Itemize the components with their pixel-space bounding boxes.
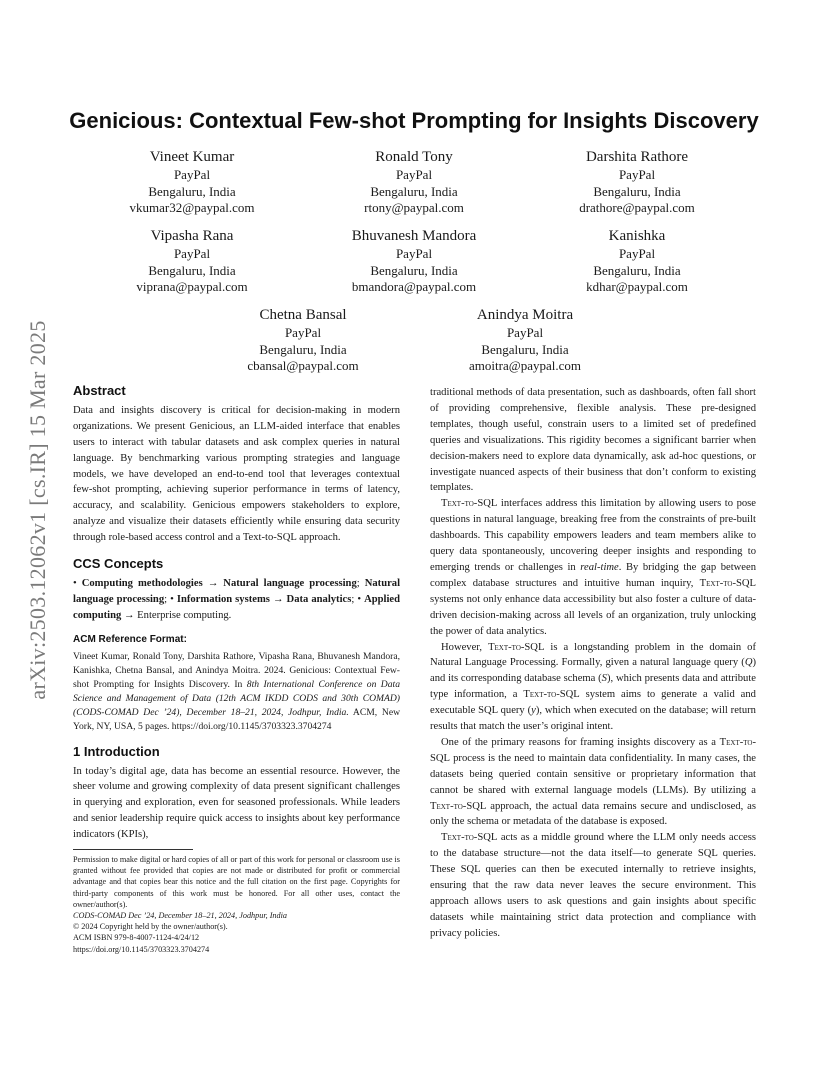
- right-column: [430, 385, 756, 942]
- ccs-item: Computing methodologies → Natural language processing: [81, 577, 357, 589]
- body-paragraph: One of the primary reasons for framing insights discovery as a Text-to-SQL process is the need to maintain data confidentiality. In many cases, the datasets being queried contain sensitive or proprietary information that cannot be shared with external language models (LLMs). By utilizing a Text-to-SQL approach, the actual data remains secure and undisclosed, as only the schema or metadata of the database is exposed.: [430, 736, 756, 828]
- ccs-item: Natural language processing: [73, 577, 401, 605]
- author-block: [527, 227, 747, 296]
- abstract-heading: Abstract: [73, 383, 126, 398]
- copyright-line: © 2024 Copyright held by the owner/author(s).: [73, 922, 228, 932]
- author-location: Bengaluru, India: [593, 183, 681, 199]
- author-block: [304, 148, 524, 217]
- author-name: Bhuvanesh Mandora: [351, 228, 477, 244]
- isbn-line: ACM ISBN 979-8-4007-1124-4/24/12: [73, 933, 200, 943]
- author-location: Bengaluru, India: [259, 341, 347, 357]
- author-block: [193, 306, 413, 375]
- author-block: [527, 148, 747, 217]
- author-org: PayPal: [395, 167, 433, 182]
- author-org: PayPal: [173, 246, 211, 261]
- ccs-concepts: • Computing methodologies → Natural language processing; Natural language processing; • Information systems → Data analytics; • Applied computing → Enterprise computing.: [73, 577, 401, 621]
- author-location: Bengaluru, India: [481, 341, 569, 357]
- author-org: PayPal: [284, 325, 322, 340]
- author-email[interactable]: kdhar@paypal.com: [586, 279, 688, 294]
- author-email[interactable]: amoitra@paypal.com: [469, 358, 581, 373]
- author-location: Bengaluru, India: [593, 262, 681, 278]
- author-block: [415, 306, 635, 375]
- author-name: Darshita Rathore: [585, 149, 689, 165]
- body-paragraph: Text-to-SQL acts as a middle ground where the LLM only needs access to the database structure—not the data itself—to generate SQL queries. These SQL queries can then be executed internally to retrieve insights, ensuring that the raw data never leaves the secure environment. This approach allows users to ask questions and gain insights about specific datasets while maintaining strict data protection and compliance with privacy policies.: [430, 832, 756, 939]
- author-email[interactable]: cbansal@paypal.com: [247, 358, 359, 373]
- permission-notice: Permission to make digital or hard copies of all or part of this work for personal or classroom use is granted without fee provided that copies are not made or distributed for profit or commercial advantage and that copies bear this notice and the full citation on the first page. Copyrights for third-party components of this work must be honored. For all other uses, contact the owner/author(s).: [73, 855, 400, 909]
- ccs-item: Information systems → Data analytics: [176, 593, 352, 605]
- abstract-text: Data and insights discovery is critical for decision-making in modern organizations. We present Genicious, an LLM-aided interface that enables users to interact with tabular datasets and ask complex queries in natural language. By benchmarking various prompting strategies and language models, we have developed an end-to-end tool that leverages contextual few-shot prompting, achieving superior performance in terms of latency, accuracy, and scalability. Genicious empowers stakeholders to explore, analyze and visualize their datasets efficiently while ensuring data security through role-based access control and a Text-to-SQL approach.: [73, 404, 400, 544]
- author-location: Bengaluru, India: [370, 183, 458, 199]
- author-org: PayPal: [618, 167, 656, 182]
- author-email[interactable]: viprana@paypal.com: [136, 279, 248, 294]
- ccs-item: Applied computing: [73, 593, 400, 621]
- author-org: PayPal: [395, 246, 433, 261]
- acm-reference: Vineet Kumar, Ronald Tony, Darshita Rathore, Vipasha Rana, Bhuvanesh Mandora, Kanishka, Chetna Bansal, and Anindya Moitra. 2024. Genicious: Contextual Few-shot Prompting for Insights Discovery. In 8th International Conference on Data Science and Management of Data (12th ACM IKDD CODS and 30th COMAD) (CODS-COMAD Dec ’24), December 18–21, 2024, Jodhpur, India. ACM, New York, NY, USA, 5 pages. https://doi.org/10.1145/3703323.3704274: [73, 650, 401, 732]
- author-email[interactable]: drathore@paypal.com: [579, 200, 695, 215]
- author-block: [82, 148, 302, 217]
- author-name: Anindya Moitra: [476, 307, 574, 323]
- author-location: Bengaluru, India: [148, 262, 236, 278]
- author-name: Vipasha Rana: [150, 228, 234, 244]
- author-org: PayPal: [173, 167, 211, 182]
- venue-line: CODS-COMAD Dec ’24, December 18–21, 2024, Jodhpur, India: [73, 911, 287, 921]
- author-email[interactable]: vkumar32@paypal.com: [129, 200, 255, 215]
- author-email[interactable]: rtony@paypal.com: [364, 200, 464, 215]
- footnote: [73, 854, 400, 955]
- body-paragraph: Text-to-SQL interfaces address this limitation by allowing users to pose questions in natural language, breaking free from the constraints of pre-built dashboards. This capability empowers leaders and team members alike to query data spontaneously, uncovering deeper insights and responding to emerging trends or challenges in real-time. By bridging the gap between complex database structures and intuitive human inquiry, Text-to-SQL systems not only enhance data accessibility but also foster a culture of data-driven decision-making across all levels of an organization, truly unlocking the power of data analytics.: [430, 498, 756, 637]
- paper-title: Genicious: Contextual Few-shot Prompting for Insights Discovery: [69, 108, 759, 133]
- doi-link[interactable]: https://doi.org/10.1145/3703323.3704274: [73, 944, 210, 954]
- author-block: [304, 227, 524, 296]
- body-paragraph: However, Text-to-SQL is a longstanding problem in the domain of Natural Language Processing. Formally, given a natural language query (Q) and its corresponding database schema (S), which presents data and attribute type information, a Text-to-SQL system aims to generate a valid and executable SQL query (y), which when executed on the database; will return results that match the user’s original intent.: [430, 641, 757, 733]
- body-paragraph: traditional methods of data presentation, such as dashboards, often fall short of providing comprehensive, flexible analysis. These pre-designed templates, though useful, constrain users to a limited set of predefined queries and visualizations. This rigidity becomes a significant barrier when decision-makers need to explore data dynamically, ask ad-hoc questions, or investigate nuanced aspects of their business that don’t conform to existing templates.: [430, 387, 756, 494]
- author-block: [82, 227, 302, 296]
- author-org: PayPal: [506, 325, 544, 340]
- author-name: Ronald Tony: [375, 149, 453, 165]
- author-location: Bengaluru, India: [370, 262, 458, 278]
- author-name: Kanishka: [608, 228, 666, 244]
- acm-ref-heading: ACM Reference Format:: [73, 633, 187, 645]
- author-email[interactable]: bmandora@paypal.com: [351, 279, 477, 294]
- footnote-rule: [73, 849, 193, 850]
- author-location: Bengaluru, India: [148, 183, 236, 199]
- author-org: PayPal: [618, 246, 656, 261]
- ccs-heading: CCS Concepts: [73, 556, 164, 572]
- left-column: [73, 383, 400, 955]
- arxiv-stamp: arXiv:2503.12062v1 [cs.IR] 15 Mar 2025: [25, 320, 50, 700]
- author-name: Chetna Bansal: [259, 307, 347, 323]
- author-name: Vineet Kumar: [149, 149, 235, 165]
- intro-paragraph: In today’s digital age, data has become an essential resource. However, the sheer volume and growing complexity of data present significant challenges in querying and exploration, even for seasoned professionals. While leaders and senior leadership require quick access to insights about key performance indicators (KPIs),: [73, 765, 400, 841]
- section-heading-introduction: 1 Introduction: [73, 743, 160, 759]
